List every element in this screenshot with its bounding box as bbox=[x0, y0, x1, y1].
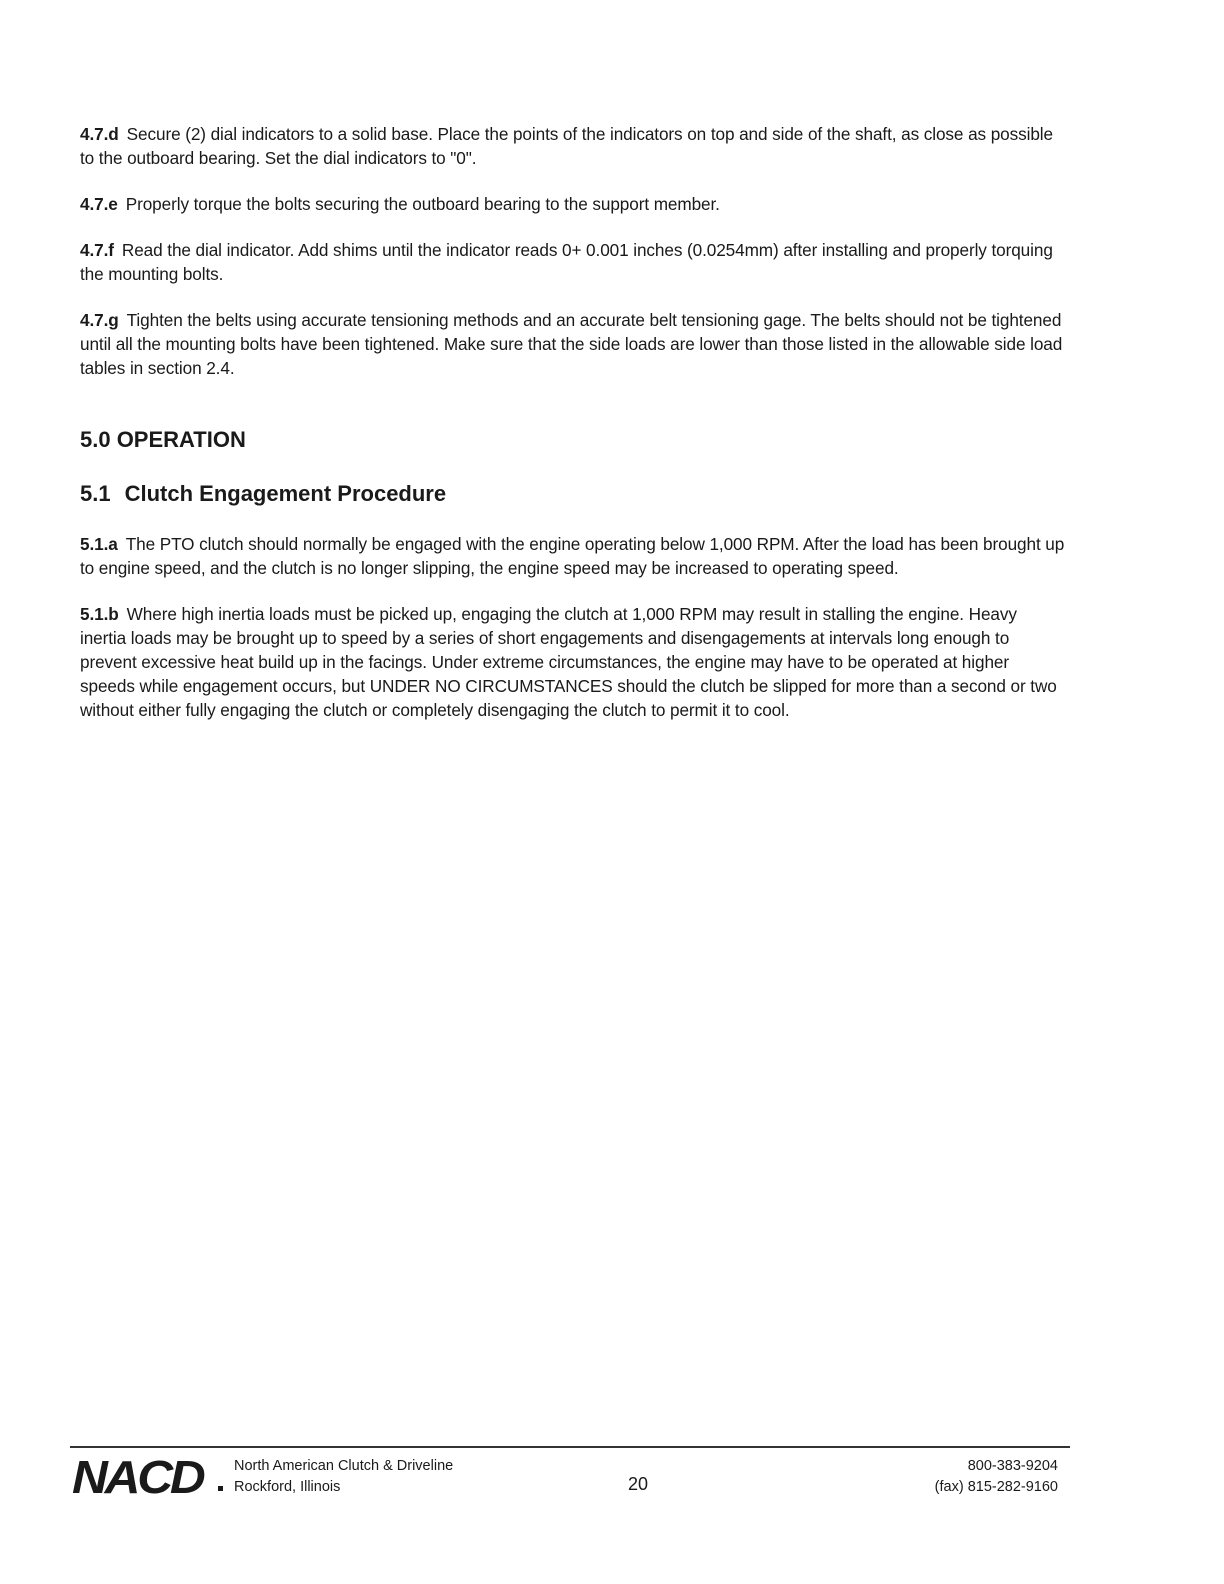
paragraph-5-1-b bbox=[80, 602, 1065, 722]
phone-number: 800-383-9204 bbox=[967, 1458, 1058, 1474]
paragraph-5-1-a bbox=[80, 532, 1065, 580]
paragraph-text: Read the dial indicator. Add shims until the indicator reads 0+ 0.001 inches (0.0254mm) after installing and properly torquing the mounting bolts. bbox=[80, 240, 1053, 284]
nacd-logo: NACD bbox=[72, 1451, 203, 1503]
paragraph-text: Properly torque the bolts securing the outboard bearing to the support member. bbox=[125, 194, 720, 214]
paragraph-number: 4.7.g bbox=[80, 310, 119, 330]
subsection-title: Clutch Engagement Procedure bbox=[124, 481, 447, 506]
company-name: North American Clutch & Driveline bbox=[234, 1458, 454, 1474]
paragraph-number: 4.7.f bbox=[80, 240, 114, 260]
footer-contact bbox=[935, 1456, 1058, 1498]
paragraph-4-7-e bbox=[80, 192, 1065, 216]
company-location: Rockford, Illinois bbox=[234, 1479, 341, 1495]
paragraph-number: 5.1.b bbox=[80, 604, 119, 624]
logo-dot bbox=[218, 1486, 223, 1491]
paragraph-4-7-g bbox=[80, 308, 1065, 380]
fax-number: (fax) 815-282-9160 bbox=[934, 1479, 1058, 1495]
paragraph-text: Tighten the belts using accurate tensioning methods and an accurate belt tensioning gage. The belts should not be tightened until all the mounting bolts have been tightened. Make sure that the side loads are lower than those listed in the allowable side load tables in section 2.4. bbox=[80, 310, 1063, 378]
paragraph-text: The PTO clutch should normally be engaged with the engine operating below 1,000 RPM. After the load has been brought up to engine speed, and the clutch is no longer slipping, the engine speed may be increased to operating speed. bbox=[80, 534, 1065, 578]
paragraph-text: Where high inertia loads must be picked up, engaging the clutch at 1,000 RPM may result in stalling the engine. Heavy inertia loads may be brought up to speed by a series of short engagements and disengagements at intervals long enough to prevent excessive heat build up in the facings. Under extreme circumstances, the engine may have to be operated at higher speeds while engagement occurs, but UNDER NO CIRCUMSTANCES should the clutch be slipped for more than a second or two without either fully engaging the clutch or completely disengaging the clutch to permit it to cool. bbox=[80, 604, 1057, 720]
footer-company-info bbox=[234, 1456, 453, 1498]
paragraph-text: Secure (2) dial indicators to a solid base. Place the points of the indicators on top and side of the shaft, as close as possible to the outboard bearing. Set the dial indicators to "0". bbox=[80, 124, 1053, 168]
page-number: 20 bbox=[628, 1474, 649, 1494]
paragraph-number: 5.1.a bbox=[80, 534, 118, 554]
page-footer bbox=[70, 1446, 1070, 1506]
paragraph-number: 4.7.d bbox=[80, 124, 119, 144]
section-heading-operation: 5.0 OPERATION bbox=[80, 427, 246, 452]
section-5-1-body bbox=[80, 532, 1065, 722]
subsection-number: 5.1 bbox=[80, 481, 111, 506]
subsection-heading-clutch-engagement bbox=[80, 480, 1065, 508]
paragraph-number: 4.7.e bbox=[80, 194, 118, 214]
document-body bbox=[80, 122, 1065, 744]
footer-divider bbox=[70, 1446, 1070, 1448]
paragraph-4-7-f bbox=[80, 238, 1065, 286]
paragraph-4-7-d bbox=[80, 122, 1065, 170]
